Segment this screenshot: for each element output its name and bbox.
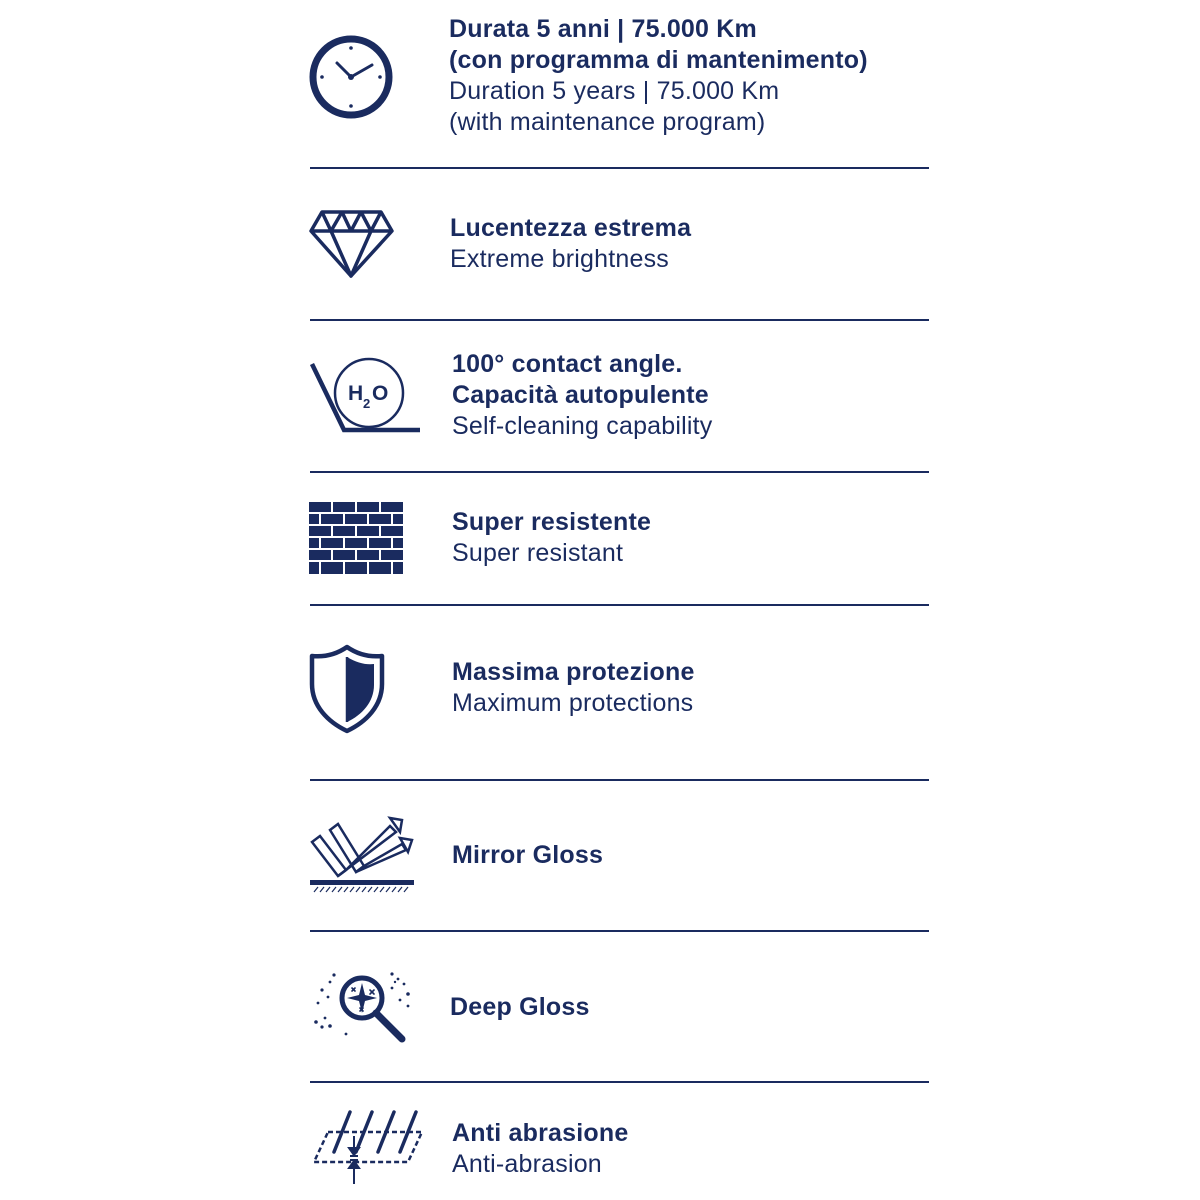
magnifier-sparkle-icon (308, 970, 418, 1046)
feature-text (452, 840, 603, 871)
feature-subtitle-line: Self-cleaning capability (452, 412, 713, 440)
feature-text (450, 213, 691, 275)
feature-title-line: (con programma di mantenimento) (449, 46, 868, 74)
feature-title-line: Massima protezione (452, 658, 695, 686)
water-contact-angle-icon (308, 358, 424, 436)
feature-subtitle-line: Extreme brightness (450, 245, 669, 273)
shield-icon (308, 644, 386, 734)
feature-title-line: Durata 5 anni | 75.000 Km (449, 15, 757, 43)
feature-text (452, 1118, 628, 1180)
anti-abrasion-icon (310, 1110, 428, 1188)
mirror-reflection-icon (308, 814, 416, 896)
divider (310, 604, 929, 606)
clock-icon (308, 35, 394, 119)
feature-text (452, 349, 713, 442)
divider (310, 471, 929, 473)
feature-subtitle-line: Anti-abrasion (452, 1150, 602, 1178)
feature-title-line: Mirror Gloss (452, 841, 604, 869)
brick-wall-icon (309, 502, 403, 576)
divider (310, 319, 929, 321)
feature-title-line: Lucentezza estrema (450, 214, 692, 242)
divider (310, 167, 929, 169)
svg-text:2: 2 (363, 396, 371, 411)
feature-subtitle-line: (with maintenance program) (449, 108, 766, 136)
feature-text (452, 657, 695, 719)
svg-text:H: H (348, 382, 364, 405)
divider (310, 930, 929, 932)
diamond-icon (309, 210, 395, 278)
feature-title-line: Capacità autopulente (452, 381, 709, 409)
feature-text (450, 992, 590, 1023)
feature-title-line: Deep Gloss (450, 993, 590, 1021)
feature-title-line: Super resistente (452, 508, 652, 536)
feature-subtitle-line: Super resistant (452, 539, 624, 567)
feature-title-line: 100° contact angle. (452, 350, 683, 378)
divider (310, 779, 929, 781)
svg-text:O: O (372, 382, 389, 405)
feature-subtitle-line: Maximum protections (452, 689, 694, 717)
feature-title-line: Anti abrasione (452, 1119, 629, 1147)
divider (310, 1081, 929, 1083)
feature-subtitle-line: Duration 5 years | 75.000 Km (449, 77, 780, 105)
feature-text (449, 14, 868, 138)
feature-text (452, 507, 651, 569)
